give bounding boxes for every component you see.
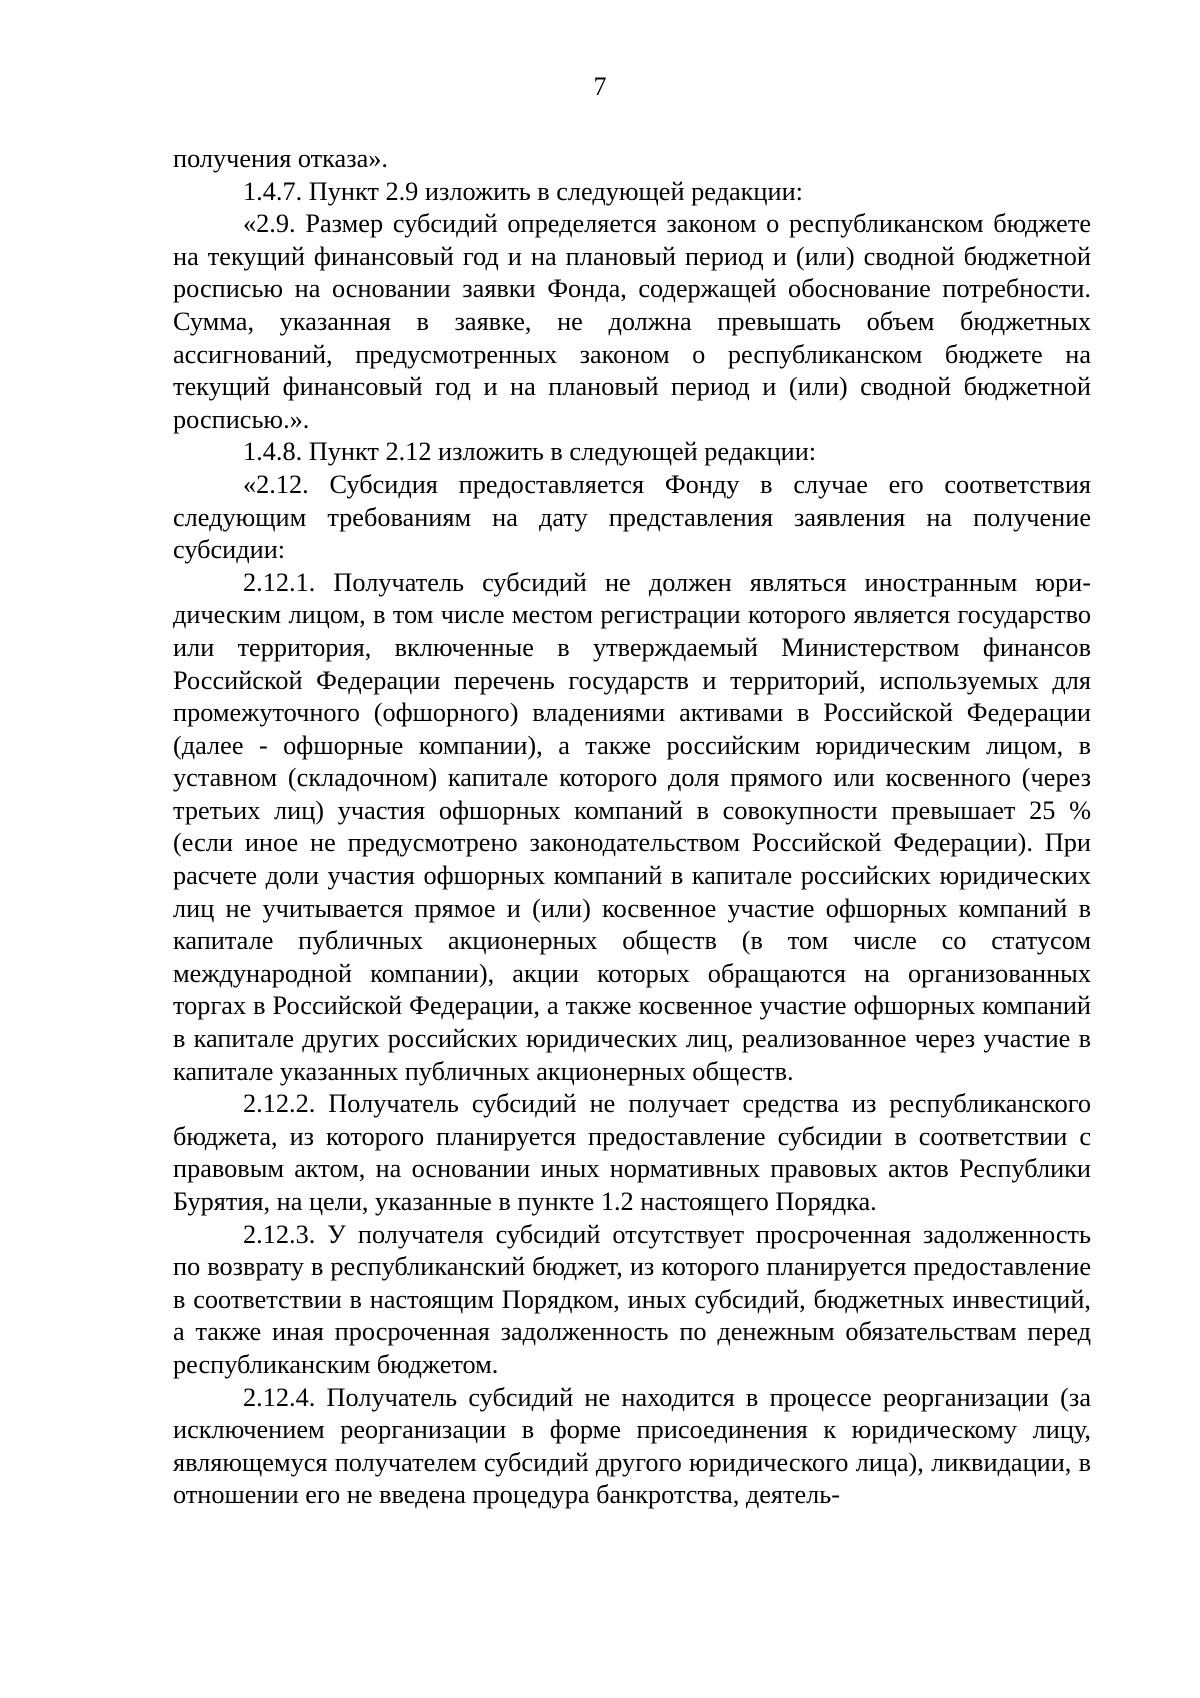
paragraph-clause-2-9: «2.9. Размер субсидий определяется законом о республиканском бюджете на текущий финансовый год и на плановый период и (или) сводной бюджетной росписью на основании заявки Фонда, содержащей обоснование потребности. Сумма, указанная в заявке, не должна превышать объем бюджетных ассигнований, предусмотренных законом о республиканском бюджете на текущий финансовый год и на плановый период и (или) сводной бюджетной росписью.». (173, 209, 1091, 434)
paragraph-clause-2-12-3: 2.12.3. У получателя субсидий отсутствует просроченная задолженность по возврату в республиканский бюджет, из которого планируется предоставление в соответствии в настоящим Порядком, иных субсидий, бюджетных инвестиций, а также иная просроченная задолженность по денежным обязательствам перед республиканским бюджетом. (173, 1219, 1091, 1379)
page-number: 7 (593, 72, 607, 101)
paragraph-clause-2-12-1: 2.12.1. Получатель субсидий не должен являться иностранным юридическим лицом, в том числе местом регистрации которого является государство или территория, включенные в утверждаемый Министерством финансов Российской Федерации перечень государств и территорий, используемых для промежуточного (офшорного) владениями активами в Российской Федерации (далее - офшорные компании), а также российским юридическим лицом, в уставном (складочном) капитале которого доля прямого или косвенного (через третьих лиц) участия офшорных компаний в совокупности превышает 25 % (если иное не предусмотрено законодательством Российской Федерации). При расчете доли участия офшорных компаний в капитале российских юридических лиц не учитывается прямое и (или) косвенное участие офшорных компаний в капитале публичных акционерных обществ (в том числе со статусом международной компании), акции которых обращаются на организованных торгах в Российской Федерации, а также косвенное участие офшорных компаний в капитале других российских юридических лиц, реализованное через участие в капитале указанных публичных акционерных обществ. (173, 567, 1091, 1086)
paragraph-item-1-4-8: 1.4.8. Пункт 2.12 изложить в следующей редакции: (243, 437, 817, 467)
paragraph-clause-2-12-4: 2.12.4. Получатель субсидий не находится в процессе реорганизации (за исключением реорганизации в форме присоединения к юридическому лицу, являющемуся получателем субсидий другого юридического лица), ликвидации, в отношении его не введена процедура банкротства, деятель- (173, 1382, 1091, 1510)
paragraph-item-1-4-7: 1.4.7. Пункт 2.9 изложить в следующей редакции: (243, 176, 803, 206)
document-body (173, 143, 1091, 1512)
paragraph-continuation: получения отказа». (173, 144, 388, 173)
paragraph-clause-2-12: «2.12. Субсидия предоставляется Фонду в случае его соответствия следующим требованиям на дату представления заявления на получение субсидии: (173, 469, 1091, 565)
paragraph-clause-2-12-2: 2.12.2. Получатель субсидий не получает средства из республиканского бюджета, из которого планируется предоставление субсидии в соответствии с правовым актом, на основании иных нормативных правовых актов Республики Бурятия, на цели, указанные в пункте 1.2 настоящего Порядка. (173, 1089, 1091, 1216)
